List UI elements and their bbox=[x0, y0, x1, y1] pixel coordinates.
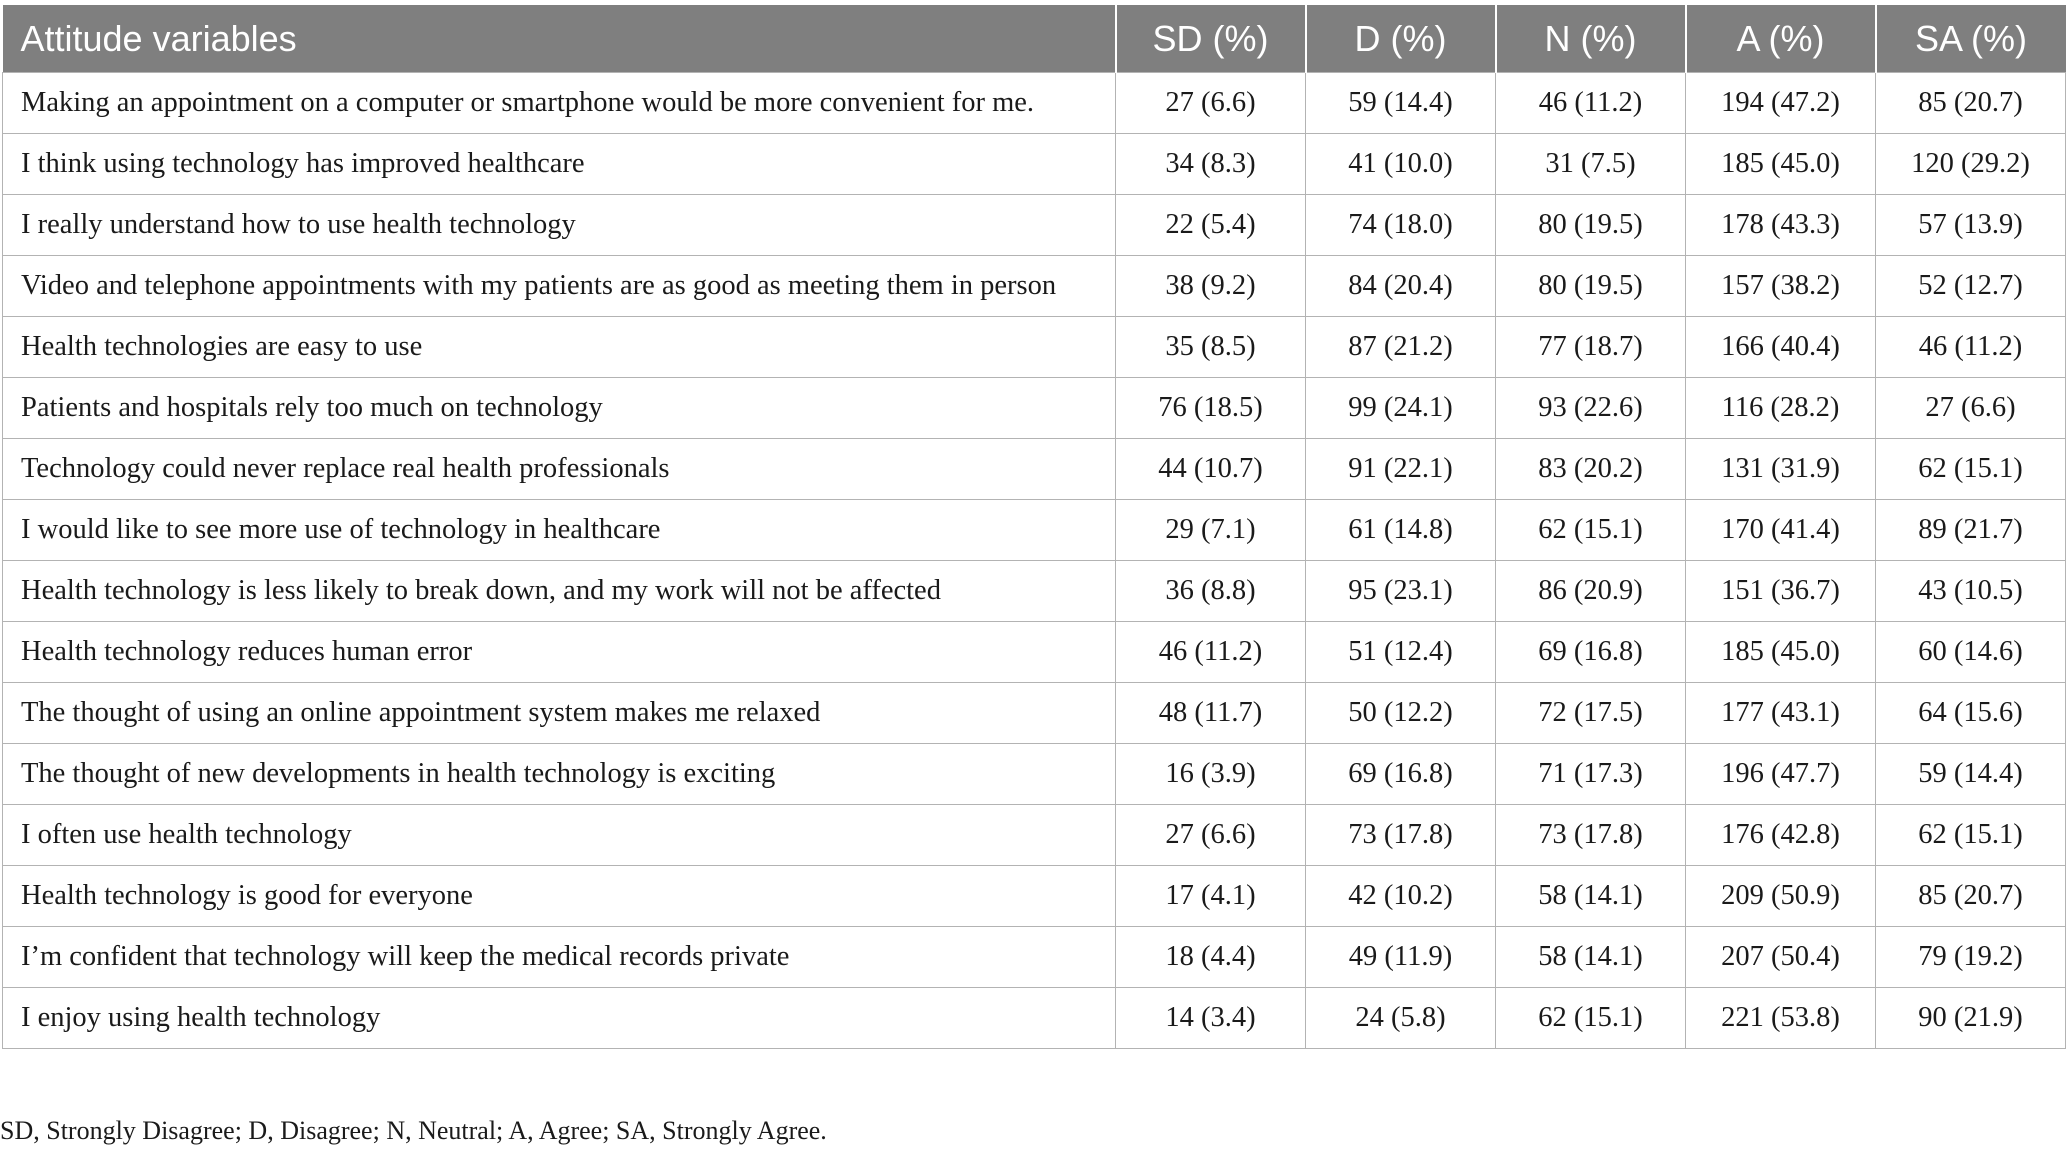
cell-d: 99 (24.1) bbox=[1306, 378, 1496, 439]
cell-sd: 22 (5.4) bbox=[1116, 195, 1306, 256]
attitude-table-container bbox=[2, 5, 2066, 1049]
cell-d: 61 (14.8) bbox=[1306, 500, 1496, 561]
cell-variable: Making an appointment on a computer or smartphone would be more convenient for me. bbox=[3, 73, 1116, 134]
cell-n: 46 (11.2) bbox=[1496, 73, 1686, 134]
cell-sa: 79 (19.2) bbox=[1876, 927, 2066, 988]
cell-sd: 16 (3.9) bbox=[1116, 744, 1306, 805]
cell-sd: 14 (3.4) bbox=[1116, 988, 1306, 1049]
cell-d: 95 (23.1) bbox=[1306, 561, 1496, 622]
header-row bbox=[3, 5, 2066, 73]
cell-sa: 64 (15.6) bbox=[1876, 683, 2066, 744]
table-row bbox=[3, 439, 2066, 500]
table-row bbox=[3, 195, 2066, 256]
cell-sd: 46 (11.2) bbox=[1116, 622, 1306, 683]
cell-d: 50 (12.2) bbox=[1306, 683, 1496, 744]
cell-n: 58 (14.1) bbox=[1496, 866, 1686, 927]
cell-n: 58 (14.1) bbox=[1496, 927, 1686, 988]
cell-sd: 29 (7.1) bbox=[1116, 500, 1306, 561]
table-row bbox=[3, 500, 2066, 561]
cell-variable: Health technology reduces human error bbox=[3, 622, 1116, 683]
table-row bbox=[3, 866, 2066, 927]
cell-a: 194 (47.2) bbox=[1686, 73, 1876, 134]
cell-a: 176 (42.8) bbox=[1686, 805, 1876, 866]
cell-sd: 27 (6.6) bbox=[1116, 805, 1306, 866]
table-row bbox=[3, 561, 2066, 622]
cell-variable: I enjoy using health technology bbox=[3, 988, 1116, 1049]
cell-variable: The thought of using an online appointment system makes me relaxed bbox=[3, 683, 1116, 744]
cell-a: 116 (28.2) bbox=[1686, 378, 1876, 439]
cell-n: 69 (16.8) bbox=[1496, 622, 1686, 683]
header-n: N (%) bbox=[1496, 5, 1686, 73]
table-row bbox=[3, 73, 2066, 134]
cell-variable: I’m confident that technology will keep the medical records private bbox=[3, 927, 1116, 988]
cell-variable: Video and telephone appointments with my patients are as good as meeting them in person bbox=[3, 256, 1116, 317]
cell-d: 42 (10.2) bbox=[1306, 866, 1496, 927]
cell-sa: 62 (15.1) bbox=[1876, 439, 2066, 500]
cell-a: 221 (53.8) bbox=[1686, 988, 1876, 1049]
header-attitude-variables: Attitude variables bbox=[3, 5, 1116, 73]
cell-d: 69 (16.8) bbox=[1306, 744, 1496, 805]
cell-variable: I often use health technology bbox=[3, 805, 1116, 866]
table-row bbox=[3, 927, 2066, 988]
cell-sd: 27 (6.6) bbox=[1116, 73, 1306, 134]
cell-sd: 44 (10.7) bbox=[1116, 439, 1306, 500]
cell-sa: 62 (15.1) bbox=[1876, 805, 2066, 866]
table-header bbox=[3, 5, 2066, 73]
table-row bbox=[3, 744, 2066, 805]
header-sa: SA (%) bbox=[1876, 5, 2066, 73]
cell-a: 170 (41.4) bbox=[1686, 500, 1876, 561]
cell-sa: 43 (10.5) bbox=[1876, 561, 2066, 622]
cell-sd: 34 (8.3) bbox=[1116, 134, 1306, 195]
cell-n: 72 (17.5) bbox=[1496, 683, 1686, 744]
cell-a: 166 (40.4) bbox=[1686, 317, 1876, 378]
cell-sa: 89 (21.7) bbox=[1876, 500, 2066, 561]
table-row bbox=[3, 378, 2066, 439]
cell-d: 91 (22.1) bbox=[1306, 439, 1496, 500]
header-d: D (%) bbox=[1306, 5, 1496, 73]
cell-sa: 59 (14.4) bbox=[1876, 744, 2066, 805]
cell-sa: 85 (20.7) bbox=[1876, 866, 2066, 927]
cell-sd: 36 (8.8) bbox=[1116, 561, 1306, 622]
cell-sd: 48 (11.7) bbox=[1116, 683, 1306, 744]
cell-sd: 35 (8.5) bbox=[1116, 317, 1306, 378]
table-row bbox=[3, 256, 2066, 317]
cell-a: 207 (50.4) bbox=[1686, 927, 1876, 988]
cell-n: 86 (20.9) bbox=[1496, 561, 1686, 622]
cell-a: 196 (47.7) bbox=[1686, 744, 1876, 805]
cell-variable: Health technology is good for everyone bbox=[3, 866, 1116, 927]
cell-n: 71 (17.3) bbox=[1496, 744, 1686, 805]
cell-d: 84 (20.4) bbox=[1306, 256, 1496, 317]
cell-sa: 27 (6.6) bbox=[1876, 378, 2066, 439]
cell-variable: Health technologies are easy to use bbox=[3, 317, 1116, 378]
cell-d: 73 (17.8) bbox=[1306, 805, 1496, 866]
table-row bbox=[3, 988, 2066, 1049]
cell-sa: 120 (29.2) bbox=[1876, 134, 2066, 195]
table-body bbox=[3, 73, 2066, 1049]
cell-sa: 57 (13.9) bbox=[1876, 195, 2066, 256]
cell-n: 77 (18.7) bbox=[1496, 317, 1686, 378]
cell-d: 51 (12.4) bbox=[1306, 622, 1496, 683]
cell-n: 80 (19.5) bbox=[1496, 195, 1686, 256]
cell-a: 185 (45.0) bbox=[1686, 622, 1876, 683]
table-row bbox=[3, 134, 2066, 195]
cell-a: 131 (31.9) bbox=[1686, 439, 1876, 500]
table-row bbox=[3, 622, 2066, 683]
cell-n: 80 (19.5) bbox=[1496, 256, 1686, 317]
cell-a: 209 (50.9) bbox=[1686, 866, 1876, 927]
cell-variable: I really understand how to use health technology bbox=[3, 195, 1116, 256]
cell-d: 24 (5.8) bbox=[1306, 988, 1496, 1049]
header-sd: SD (%) bbox=[1116, 5, 1306, 73]
cell-a: 178 (43.3) bbox=[1686, 195, 1876, 256]
cell-a: 177 (43.1) bbox=[1686, 683, 1876, 744]
cell-d: 49 (11.9) bbox=[1306, 927, 1496, 988]
cell-sd: 38 (9.2) bbox=[1116, 256, 1306, 317]
cell-n: 62 (15.1) bbox=[1496, 500, 1686, 561]
cell-a: 151 (36.7) bbox=[1686, 561, 1876, 622]
cell-d: 87 (21.2) bbox=[1306, 317, 1496, 378]
cell-variable: I think using technology has improved healthcare bbox=[3, 134, 1116, 195]
table-row bbox=[3, 805, 2066, 866]
cell-a: 185 (45.0) bbox=[1686, 134, 1876, 195]
cell-variable: Health technology is less likely to break down, and my work will not be affected bbox=[3, 561, 1116, 622]
cell-sa: 90 (21.9) bbox=[1876, 988, 2066, 1049]
cell-sd: 18 (4.4) bbox=[1116, 927, 1306, 988]
cell-sa: 52 (12.7) bbox=[1876, 256, 2066, 317]
header-a: A (%) bbox=[1686, 5, 1876, 73]
cell-n: 93 (22.6) bbox=[1496, 378, 1686, 439]
table-row bbox=[3, 683, 2066, 744]
cell-sa: 46 (11.2) bbox=[1876, 317, 2066, 378]
cell-n: 31 (7.5) bbox=[1496, 134, 1686, 195]
cell-d: 74 (18.0) bbox=[1306, 195, 1496, 256]
cell-variable: I would like to see more use of technology in healthcare bbox=[3, 500, 1116, 561]
cell-n: 62 (15.1) bbox=[1496, 988, 1686, 1049]
cell-variable: Patients and hospitals rely too much on technology bbox=[3, 378, 1116, 439]
cell-d: 59 (14.4) bbox=[1306, 73, 1496, 134]
attitude-table bbox=[2, 5, 2066, 1049]
cell-variable: Technology could never replace real health professionals bbox=[3, 439, 1116, 500]
table-row bbox=[3, 317, 2066, 378]
cell-sa: 60 (14.6) bbox=[1876, 622, 2066, 683]
cell-d: 41 (10.0) bbox=[1306, 134, 1496, 195]
cell-sa: 85 (20.7) bbox=[1876, 73, 2066, 134]
cell-a: 157 (38.2) bbox=[1686, 256, 1876, 317]
table-footnote: SD, Strongly Disagree; D, Disagree; N, Neutral; A, Agree; SA, Strongly Agree. bbox=[0, 1116, 827, 1145]
cell-n: 73 (17.8) bbox=[1496, 805, 1686, 866]
cell-sd: 17 (4.1) bbox=[1116, 866, 1306, 927]
cell-n: 83 (20.2) bbox=[1496, 439, 1686, 500]
cell-sd: 76 (18.5) bbox=[1116, 378, 1306, 439]
cell-variable: The thought of new developments in health technology is exciting bbox=[3, 744, 1116, 805]
